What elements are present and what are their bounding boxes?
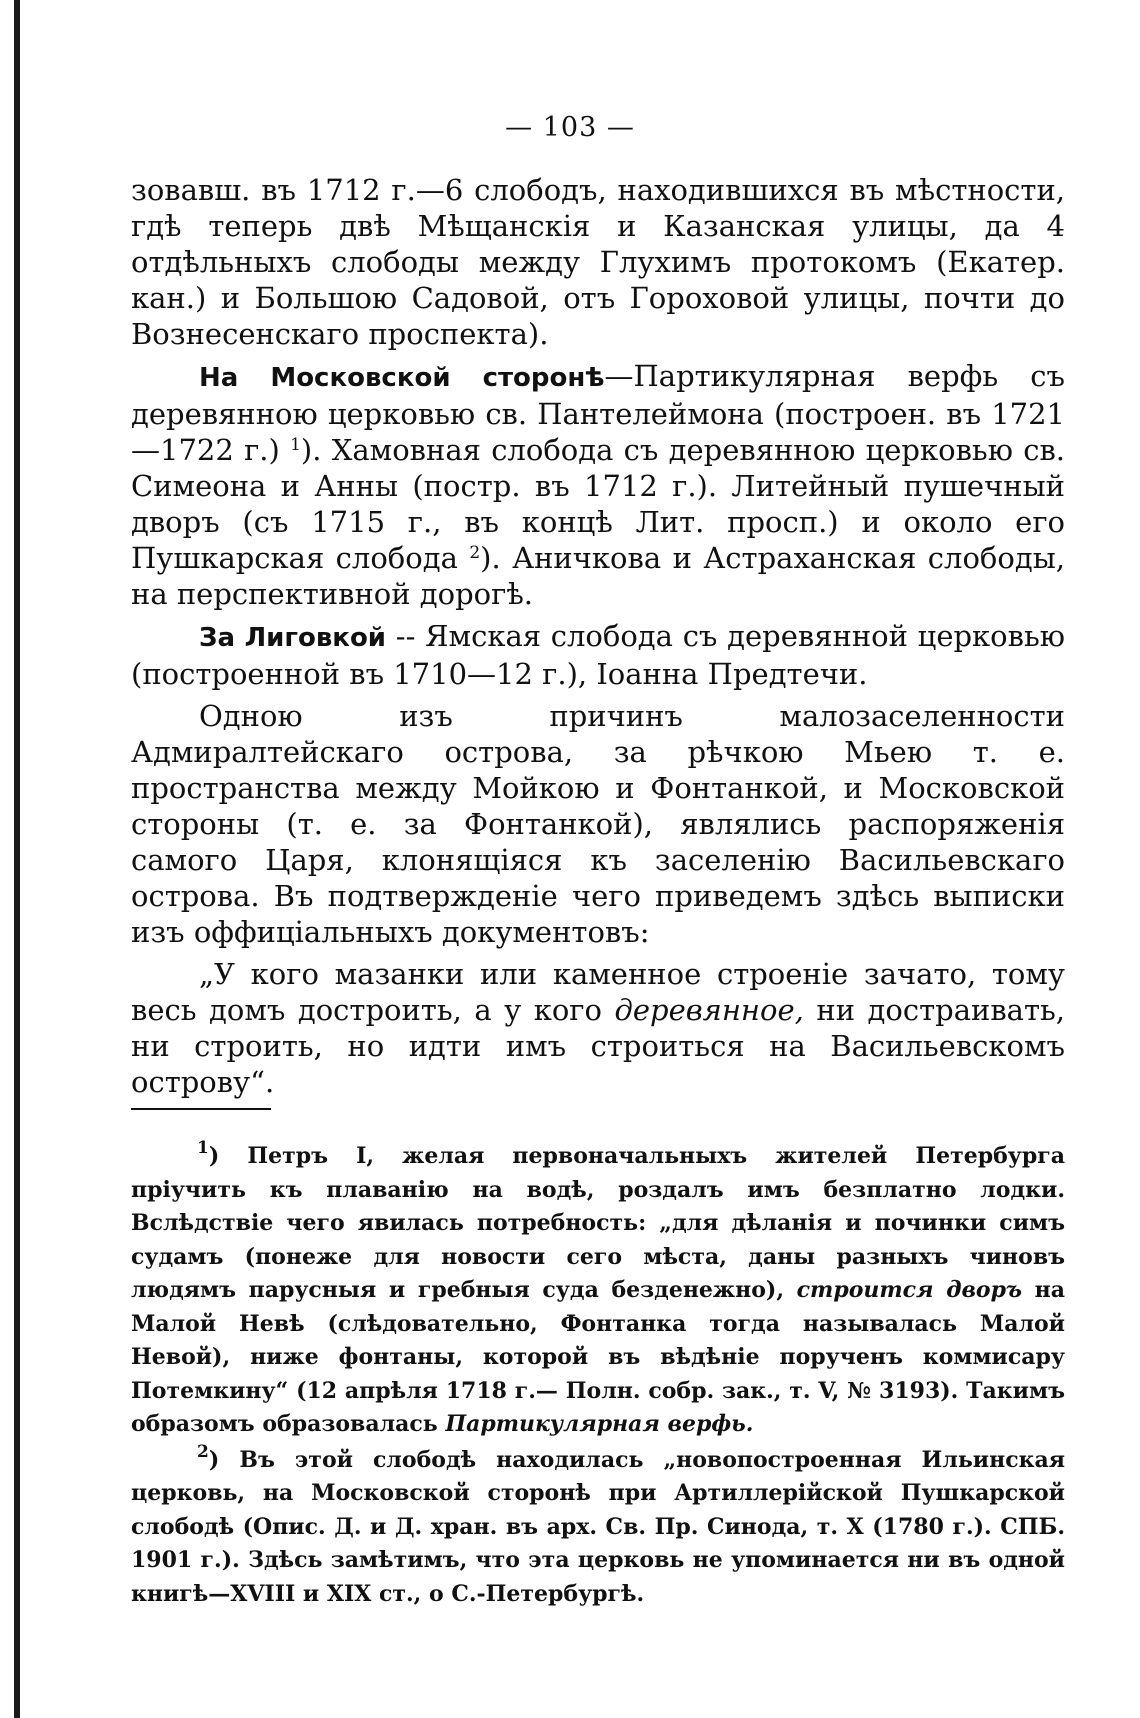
section-heading-moscow-side: На Московской сторонѣ <box>199 363 605 393</box>
page-number: — 103 — <box>505 112 635 143</box>
paragraph-2-text-b: ). Хамовная слобода съ деревянною церковью св. Симеона и Анны (постр. въ 1712 г.). Литейный пушечный дворъ (съ 1715 г., въ концѣ Лит. просп.) и около его Пушкарская слобода <box>131 433 1066 575</box>
section-heading-ligovka: За Лиговкой <box>199 623 387 653</box>
paragraph-2 <box>131 358 1065 612</box>
footnote-1-italic-b: Партикулярная верфь. <box>445 1411 754 1437</box>
main-text <box>131 172 1065 1100</box>
paragraph-1: зовавш. въ 1712 г.—6 слободъ, находившихся въ мѣстности, гдѣ теперь двѣ Мѣщанскія и Казанская улицы, да 4 отдѣльныхъ слободы между Глухимъ протокомъ (Екатер. кан.) и Большою Садовой, отъ Гороховой улицы, почти до Вознесенскаго проспекта). <box>131 173 1065 351</box>
footnote-1-text-a: ) Петръ I, желая первоначальныхъ жителей Петербурга пріучить къ плаванію на водѣ, роздалъ имъ безплатно лодки. Вслѣдствіе чего явилась потребность: „для дѣланія и починки симъ судамъ (понеже для новости сего мѣста, даны разныхъ чиновъ людямъ парусныя и гребныя суда безденежно), <box>131 1143 1065 1303</box>
paragraph-3 <box>131 618 1065 692</box>
paragraph-3-text: -- Ямская слобода съ деревянной церковью (построенной въ 1710—12 г.), Іоанна Предтечи. <box>131 619 1065 691</box>
footnote-1-italic-a: строится дворъ <box>796 1277 1022 1303</box>
footnote-1-marker: 1 <box>197 1138 209 1158</box>
footnote-1-text-b: на Малой Невѣ (слѣдовательно, Фонтанка тогда называлась Малой Невой), ниже фонтаны, которой въ вѣдѣніе порученъ коммисару Потемкину“ (12 апрѣля 1718 г.— Полн. собр. зак., т. V, № 3193). Такимъ образомъ образовалась <box>131 1277 1065 1437</box>
footnote-divider <box>131 1108 271 1110</box>
footnote-ref-1: 1 <box>290 435 301 455</box>
quote-italic: деревянное, <box>614 993 804 1027</box>
footnote-2 <box>131 1441 1065 1612</box>
paragraph-5-quote <box>131 956 1065 1100</box>
paragraph-2-text-a: —Партикулярная верфь съ деревянною церковью св. Пантелеймона (построен. въ 1721—1722 г.) <box>131 359 1065 467</box>
quote-text-a: „У кого мазанки или каменное строеніе зачато, тому весь домъ достроить, а у кого <box>131 957 1065 1027</box>
paragraph-2-text-c: ). Аничкова и Астраханская слободы, на перспективной дорогѣ. <box>131 541 1066 611</box>
quote-text-b: ни достраивать, ни строить, но идти имъ строиться на Васильевскомъ острову“. <box>131 993 1065 1099</box>
footnote-2-text: ) Въ этой слободѣ находилась „новопостроенная Ильинская церковь, на Московской сторонѣ при Артиллерійской Пушкарской слободѣ (Опис. Д. и Д. хран. въ арх. Св. Пр. Синода, т. X (1780 г.). СПБ. 1901 г.). Здѣсь замѣтимъ, что эта церковь не упоминается ни въ одной книгѣ—XVIII и XIX ст., о С.-Петербургѣ. <box>131 1446 1065 1607</box>
footnote-ref-2: 2 <box>469 543 481 563</box>
page-binding-edge <box>14 0 20 1718</box>
footnote-2-marker: 2 <box>197 1441 209 1462</box>
footnote-1 <box>131 1140 1065 1442</box>
paragraph-4: Одною изъ причинъ малозаселенности Адмиралтейскаго острова, за рѣчкою Мьею т. е. пространства между Мойкою и Фонтанкой, и Московской стороны (т. е. за Фонтанкой), являлись распоряженія самого Царя, клонящіяся къ заселенію Васильевскаго острова. Въ подтвержденіе чего приведемъ здѣсь выписки изъ оффиціальныхъ документовъ: <box>131 699 1065 949</box>
footnotes <box>131 1140 1065 1611</box>
